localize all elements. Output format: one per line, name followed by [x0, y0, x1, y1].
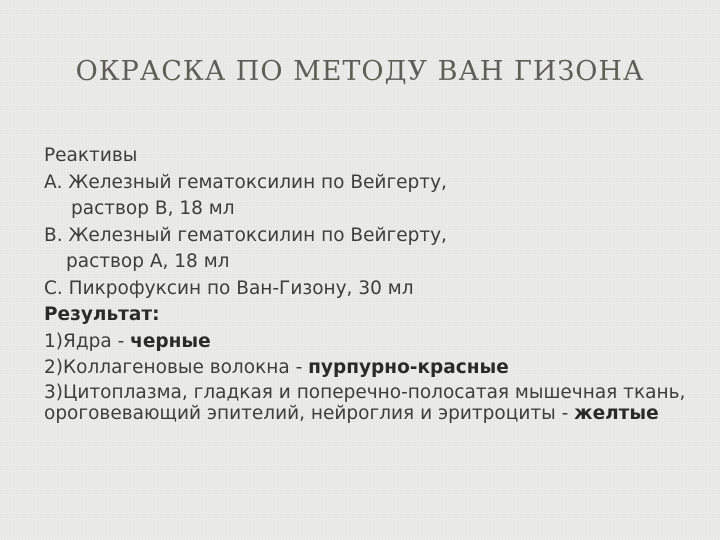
slide-body [44, 143, 694, 424]
reagent-c: С. Пикрофуксин по Ван-Гизону, 30 мл [44, 277, 414, 299]
reagent-a-line1: А. Железный гематоксилин по Вейгерту, [44, 171, 447, 193]
reagent-a-line2: раствор В, 18 мл [71, 198, 235, 219]
result-heading: Результат: [44, 304, 160, 325]
result-2-label: 2)Коллагеновые волокна - [44, 357, 309, 378]
result-2-value: пурпурно-красные [308, 357, 509, 378]
result-item-2 [44, 355, 694, 382]
result-1-label: 1)Ядра - [44, 330, 131, 352]
result-item-3 [44, 382, 694, 424]
result-3-label: 3)Цитоплазма, гладкая и поперечно-полосатая мышечная ткань, ороговевающий эпителий, нейроглия и эритроциты - [44, 381, 686, 424]
reagent-b-line2: раствор А, 18 мл [66, 251, 230, 272]
result-1-value: черные [130, 330, 211, 352]
reagent-b-line1: В. Железный гематоксилин по Вейгерту, [44, 224, 447, 246]
result-3-value: желтые [574, 402, 659, 424]
slide-title: ОКРАСКА ПО МЕТОДУ ВАН ГИЗОНА [75, 56, 645, 87]
result-item-1 [44, 329, 694, 356]
reagents-heading: Реактивы [44, 145, 138, 166]
